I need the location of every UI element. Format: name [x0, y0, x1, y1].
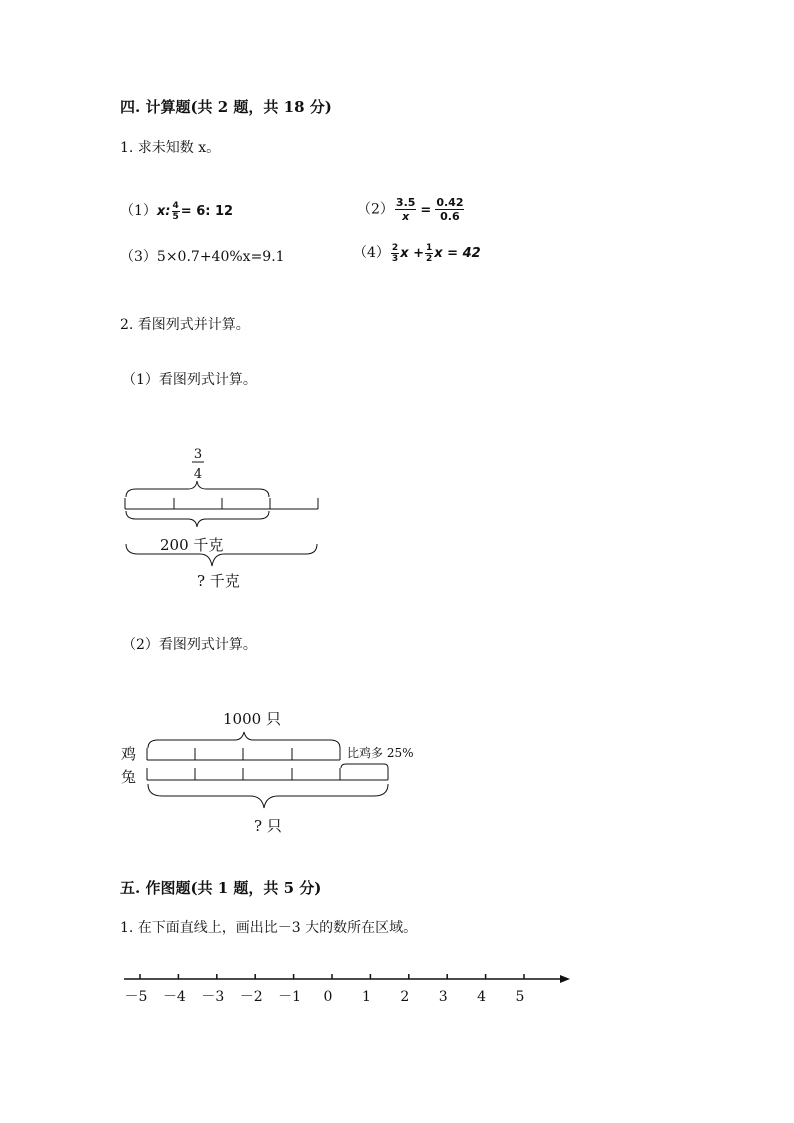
unknown-quantity-label: ? 千克 — [197, 572, 240, 590]
number-line-label: 0 — [323, 989, 333, 1005]
number-line-arrow — [560, 975, 570, 983]
unknown-quantity-label: ? 只 — [254, 817, 282, 835]
equation-term: x + — [400, 246, 424, 261]
sub-question-1-label: （1）看图列式计算。 — [122, 372, 257, 388]
equation-label: （4） — [353, 245, 390, 261]
number-line-label: －3 — [201, 989, 225, 1005]
equation-term: = 6: 12 — [180, 204, 234, 219]
fraction: $\frac{0.42}{0.6}$ — [436, 196, 464, 223]
total-label: 1000 只 — [223, 710, 281, 728]
section-5-title: 五. 作图题(共 1 题，共 5 分) — [120, 879, 322, 897]
fraction-numerator: 3 — [193, 447, 203, 462]
number-line-label: －1 — [278, 989, 302, 1005]
fraction: $\frac{3.5}{x}$ — [395, 196, 416, 223]
number-line-label: 1 — [361, 989, 371, 1005]
equation-label: （2） — [357, 201, 394, 218]
number-line-label: 4 — [477, 989, 487, 1005]
fraction: $\frac{2}{3}$ — [391, 242, 399, 264]
number-line-label: －4 — [162, 989, 186, 1005]
fraction: $\frac{4}{5}$ — [172, 200, 179, 222]
sub-question-2-label: （2）看图列式计算。 — [122, 637, 257, 653]
fraction: $\frac{1}{2}$ — [426, 242, 433, 264]
number-line-label: －5 — [124, 989, 148, 1005]
known-quantity-label: 200 千克 — [160, 536, 224, 554]
equation-term: 5×0.7+40%x=9.1 — [156, 249, 285, 265]
equation-term: x: — [156, 204, 171, 219]
number-line-label: 2 — [400, 989, 410, 1005]
equation-term: = — [420, 202, 432, 218]
number-line-label: －2 — [239, 989, 263, 1005]
row-label-rabbit: 兔 — [121, 768, 137, 786]
section-4-title: 四. 计算题(共 2 题，共 18 分) — [120, 98, 332, 116]
number-line-label: 3 — [438, 989, 448, 1005]
number-line-label: 5 — [515, 989, 525, 1005]
equation-label: （1） — [120, 203, 157, 219]
section-5-question-stem: 1. 在下面直线上，画出比－3 大的数所在区域。 — [120, 920, 418, 936]
fraction-denominator: 4 — [193, 467, 203, 482]
question-2-stem: 2. 看图列式并计算。 — [120, 317, 250, 333]
extra-note: 比鸡多 25% — [347, 746, 414, 760]
equation-label: （3） — [120, 249, 157, 265]
question-1-stem: 1. 求未知数 x。 — [120, 140, 221, 156]
equation-term: x = 42 — [434, 246, 481, 261]
row-label-chicken: 鸡 — [121, 745, 137, 763]
